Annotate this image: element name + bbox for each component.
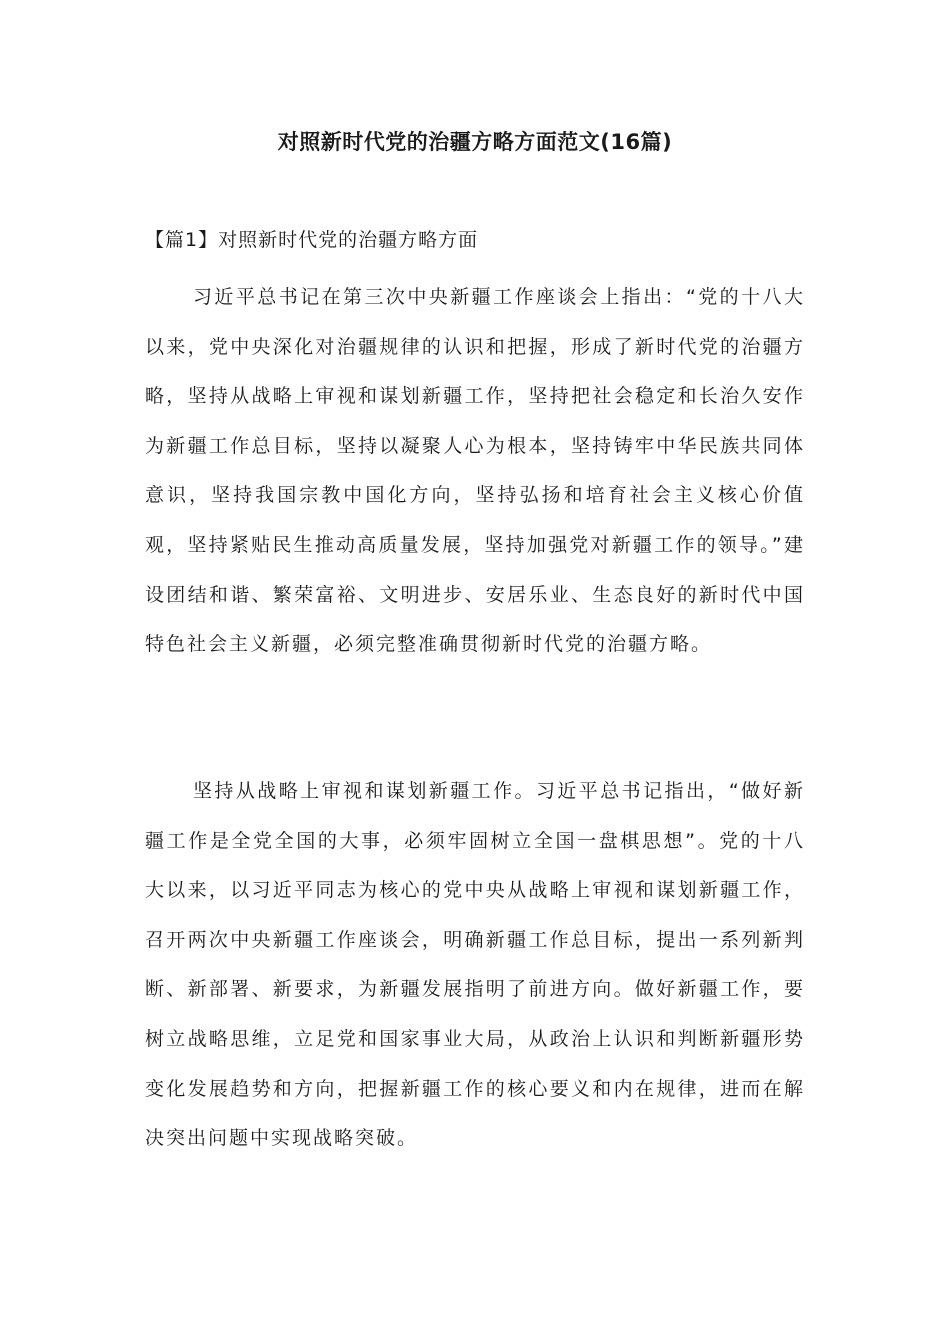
section-heading: 【篇1】对照新时代党的治疆方略方面 — [145, 229, 479, 251]
body-paragraph-2: 坚持从战略上审视和谋划新疆工作。习近平总书记指出，“做好新疆工作是全党全国的大事，必须牢固树立全国一盘棋思想”。党的十八大以来，以习近平同志为核心的党中央从战略上审视和谋划新疆工作，召开两次中央新疆工作座谈会，明确新疆工作总目标，提出一系列新判断、新部署、新要求，为新疆发展指明了前进方向。做好新疆工作，要树立战略思维，立足党和国家事业大局，从政治上认识和判断新疆形势变化发展趋势和方向，把握新疆工作的核心要义和内在规律，进而在解决突出问题中实现战略突破。 — [145, 780, 805, 1150]
body-paragraph-1: 习近平总书记在第三次中央新疆工作座谈会上指出：“党的十八大以来，党中央深化对治疆规律的认识和把握，形成了新时代党的治疆方略，坚持从战略上审视和谋划新疆工作，坚持把社会稳定和长治久安作为新疆工作总目标，坚持以凝聚人心为根本，坚持铸牢中华民族共同体意识，坚持我国宗教中国化方向，坚持弘扬和培育社会主义核心价值观，坚持紧贴民生推动高质量发展，坚持加强党对新疆工作的领导。”建设团结和谐、繁荣富裕、文明进步、安居乐业、生态良好的新时代中国特色社会主义新疆，必须完整准确贯彻新时代党的治疆方略。 — [145, 286, 805, 656]
document-title: 对照新时代党的治疆方略方面范文(16篇) — [277, 130, 673, 154]
